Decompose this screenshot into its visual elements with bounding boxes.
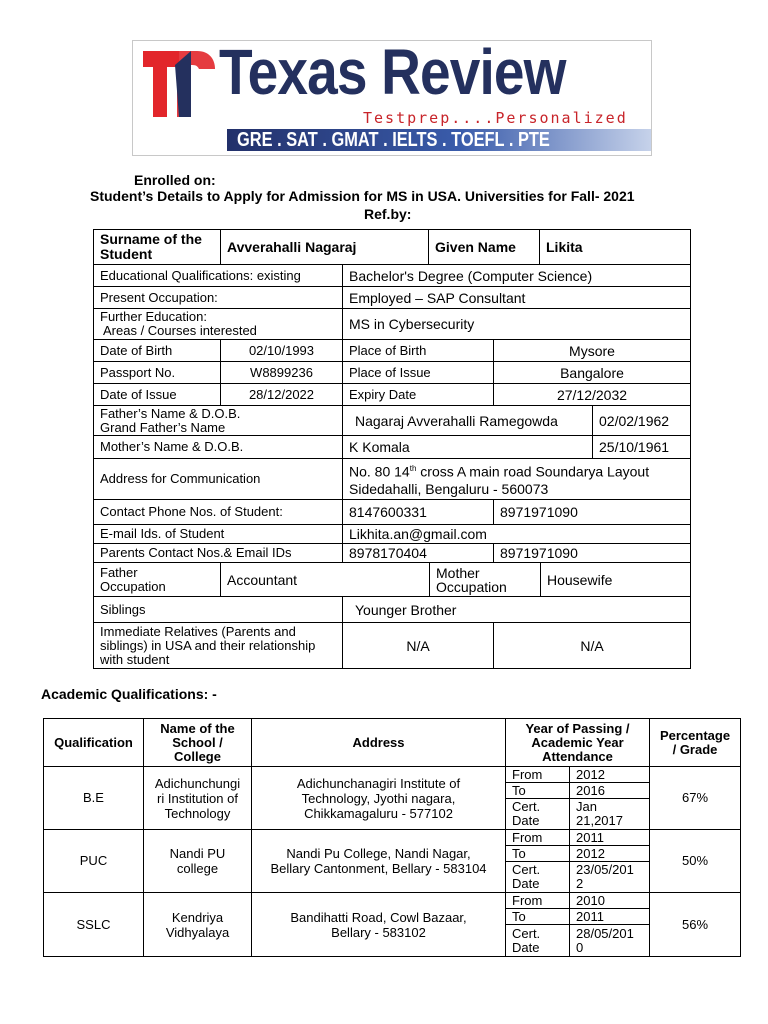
col-percentage-line2: / Grade xyxy=(672,741,718,757)
dob-label: Date of Birth xyxy=(93,339,221,362)
phone-label: Contact Phone Nos. of Student: xyxy=(93,499,343,525)
row-be-address xyxy=(251,766,506,830)
address-line1-sup: th xyxy=(409,464,417,474)
academic-heading: Academic Qualifications: - xyxy=(41,686,217,702)
texas-review-mark-icon xyxy=(139,45,219,121)
row-sslc-school-line1: Kendriya xyxy=(171,909,224,925)
passport-label: Passport No. xyxy=(93,361,221,384)
father-name-value: Nagaraj Avverahalli Ramegowda xyxy=(342,405,593,436)
row-sslc-cert-value-line2: 0 xyxy=(576,939,584,955)
mother-occupation-label xyxy=(429,562,541,597)
row-sslc-school-line2: Vidhyalaya xyxy=(165,924,230,940)
ref-by: Ref.by: xyxy=(364,206,412,222)
relatives-value-1: N/A xyxy=(342,622,494,669)
col-year xyxy=(505,718,650,767)
document-title: Student’s Details to Apply for Admission for MS in USA. Universities for Fall- 2021 xyxy=(90,188,635,204)
pob-label: Place of Birth xyxy=(342,339,494,362)
mother-dob-value: 25/10/1961 xyxy=(592,435,691,459)
expiry-date-label: Expiry Date xyxy=(342,383,494,406)
row-be-cert-label-line2: Date xyxy=(512,813,540,828)
row-puc-to-value: 2012 xyxy=(569,845,650,862)
row-puc-cert-label xyxy=(505,861,570,893)
row-puc-school-line1: Nandi PU xyxy=(169,846,226,861)
phone-value-2: 8971971090 xyxy=(493,499,691,525)
given-name-value: Likita xyxy=(539,229,691,265)
date-of-issue-value: 28/12/2022 xyxy=(220,383,343,406)
given-name-label: Given Name xyxy=(428,229,540,265)
row-sslc-address-line2: Bellary - 583102 xyxy=(331,924,426,940)
row-sslc-cert-label-line1: Cert. xyxy=(512,925,541,941)
parents-contact-value-2: 8971971090 xyxy=(493,543,691,563)
mother-name-value: K Komala xyxy=(342,435,593,459)
brand-tagline: Testprep....Personalized xyxy=(363,109,628,127)
row-sslc-cert-value-line1: 28/05/201 xyxy=(576,925,634,941)
row-sslc-to-value: 2011 xyxy=(569,908,650,925)
col-qualification: Qualification xyxy=(43,718,144,767)
relatives-value-2: N/A xyxy=(493,622,691,669)
row-puc-percentage: 50% xyxy=(649,829,741,893)
row-be-from-label: From xyxy=(505,766,570,783)
address-value xyxy=(342,458,691,500)
mother-occupation-label-line1: Mother xyxy=(436,564,480,581)
row-be-to-label: To xyxy=(505,782,570,799)
father-name-label-line1: Father’s Name & D.O.B. xyxy=(100,405,241,421)
row-sslc-cert-value xyxy=(569,924,650,957)
siblings-value: Younger Brother xyxy=(342,596,691,623)
father-occupation-label-line1: Father xyxy=(100,564,138,580)
row-be-cert-value-line1: Jan xyxy=(576,799,597,814)
col-year-line2: Academic Year xyxy=(531,734,624,750)
row-be-percentage: 67% xyxy=(649,766,741,830)
col-school-line2: School / xyxy=(172,734,223,750)
row-puc-cert-label-line2: Date xyxy=(512,876,540,891)
col-address: Address xyxy=(251,718,506,767)
address-line1 xyxy=(349,460,649,481)
col-year-line1: Year of Passing / xyxy=(525,720,630,736)
siblings-label: Siblings xyxy=(93,596,343,623)
row-sslc-cert-label-line2: Date xyxy=(512,939,540,955)
phone-value-1: 8147600331 xyxy=(342,499,494,525)
relatives-label xyxy=(93,622,343,669)
col-year-line3: Attendance xyxy=(542,748,613,764)
father-occupation-label-line2: Occupation xyxy=(100,578,166,594)
father-name-label-line2: Grand Father’s Name xyxy=(100,419,226,435)
col-percentage xyxy=(649,718,741,767)
col-school-line3: College xyxy=(174,748,221,764)
relatives-label-line2: siblings) in USA and their relationship xyxy=(100,637,316,653)
row-puc-address-line1: Nandi Pu College, Nandi Nagar, xyxy=(286,846,471,861)
row-be-school-line2: ri Institution of xyxy=(157,790,238,806)
row-puc-from-value: 2011 xyxy=(569,829,650,846)
enrolled-on: Enrolled on: xyxy=(134,172,216,188)
col-school-line1: Name of the xyxy=(160,720,235,736)
row-sslc-school xyxy=(143,892,252,957)
mother-occupation-value: Housewife xyxy=(540,562,691,597)
row-puc-address-line2: Bellary Cantonment, Bellary - 583104 xyxy=(270,861,487,876)
occupation-label: Present Occupation: xyxy=(93,286,343,309)
passport-value: W8899236 xyxy=(220,361,343,384)
row-sslc-from-value: 2010 xyxy=(569,892,650,909)
place-of-issue-label: Place of Issue xyxy=(342,361,494,384)
row-be-address-line3: Chikkamagaluru - 577102 xyxy=(304,805,453,821)
row-be-cert-value xyxy=(569,798,650,830)
row-be-qualification: B.E xyxy=(43,766,144,830)
further-education-label xyxy=(93,308,343,340)
email-label: E-mail Ids. of Student xyxy=(93,524,343,544)
row-be-address-line2: Technology, Jyothi nagara, xyxy=(301,790,456,806)
relatives-label-line1: Immediate Relatives (Parents and xyxy=(100,623,296,639)
parents-contact-value-1: 8978170404 xyxy=(342,543,494,563)
further-education-label-line2: Areas / Courses interested xyxy=(103,323,257,338)
row-be-school xyxy=(143,766,252,830)
tests-list: GRE . SAT . GMAT . IELTS . TOEFL . PTE xyxy=(237,129,550,151)
row-sslc-to-label: To xyxy=(505,908,570,925)
row-sslc-percentage: 56% xyxy=(649,892,741,957)
address-line1-end: cross A main road Soundarya Layout xyxy=(416,463,650,480)
father-name-label xyxy=(93,405,343,436)
place-of-issue-value: Bangalore xyxy=(493,361,691,384)
row-sslc-qualification: SSLC xyxy=(43,892,144,957)
row-puc-cert-value-line2: 2 xyxy=(576,876,584,891)
expiry-date-value: 27/12/2032 xyxy=(493,383,691,406)
row-puc-cert-value-line1: 23/05/201 xyxy=(576,862,634,877)
dob-value: 02/10/1993 xyxy=(220,339,343,362)
father-dob-value: 02/02/1962 xyxy=(592,405,691,436)
row-puc-cert-value xyxy=(569,861,650,893)
row-puc-qualification: PUC xyxy=(43,829,144,893)
father-occupation-value: Accountant xyxy=(220,562,430,597)
education-value: Bachelor's Degree (Computer Science) xyxy=(342,264,691,287)
row-sslc-cert-label xyxy=(505,924,570,957)
row-be-address-line1: Adichunchanagiri Institute of xyxy=(296,775,461,791)
row-be-cert-label-line1: Cert. xyxy=(512,799,541,814)
mother-occupation-label-line2: Occupation xyxy=(436,578,507,595)
further-education-label-line1: Further Education: xyxy=(100,309,207,324)
texas-review-logo xyxy=(132,40,652,156)
email-value: Likhita.an@gmail.com xyxy=(342,524,691,544)
date-of-issue-label: Date of Issue xyxy=(93,383,221,406)
further-education-value: MS in Cybersecurity xyxy=(342,308,691,340)
row-be-school-line3: Technology xyxy=(164,805,231,821)
col-percentage-line1: Percentage xyxy=(659,727,731,743)
row-puc-school xyxy=(143,829,252,893)
row-puc-from-label: From xyxy=(505,829,570,846)
row-puc-school-line2: college xyxy=(176,861,219,876)
education-label: Educational Qualifications: existing xyxy=(93,264,343,287)
row-be-cert-value-line2: 21,2017 xyxy=(576,813,623,828)
row-sslc-from-label: From xyxy=(505,892,570,909)
brand-name: Texas Review xyxy=(219,40,566,108)
pob-value: Mysore xyxy=(493,339,691,362)
address-label: Address for Communication xyxy=(93,458,343,500)
address-line2: Sidedahalli, Bengaluru - 560073 xyxy=(349,480,549,497)
address-line1-start: No. 80 14 xyxy=(349,463,410,480)
row-puc-to-label: To xyxy=(505,845,570,862)
row-be-school-line1: Adichunchungi xyxy=(154,775,241,791)
surname-value: Avverahalli Nagaraj xyxy=(220,229,429,265)
row-be-from-value: 2012 xyxy=(569,766,650,783)
row-puc-address xyxy=(251,829,506,893)
relatives-label-line3: with student xyxy=(100,651,170,667)
occupation-value: Employed – SAP Consultant xyxy=(342,286,691,309)
row-sslc-address-line1: Bandihatti Road, Cowl Bazaar, xyxy=(290,909,467,925)
mother-name-label: Mother’s Name & D.O.B. xyxy=(93,435,343,459)
surname-label: Surname of the Student xyxy=(93,229,221,265)
row-be-to-value: 2016 xyxy=(569,782,650,799)
parents-contact-label: Parents Contact Nos.& Email IDs xyxy=(93,543,343,563)
row-sslc-address xyxy=(251,892,506,957)
col-school xyxy=(143,718,252,767)
row-puc-cert-label-line1: Cert. xyxy=(512,862,541,877)
row-be-cert-label xyxy=(505,798,570,830)
father-occupation-label xyxy=(93,562,221,597)
